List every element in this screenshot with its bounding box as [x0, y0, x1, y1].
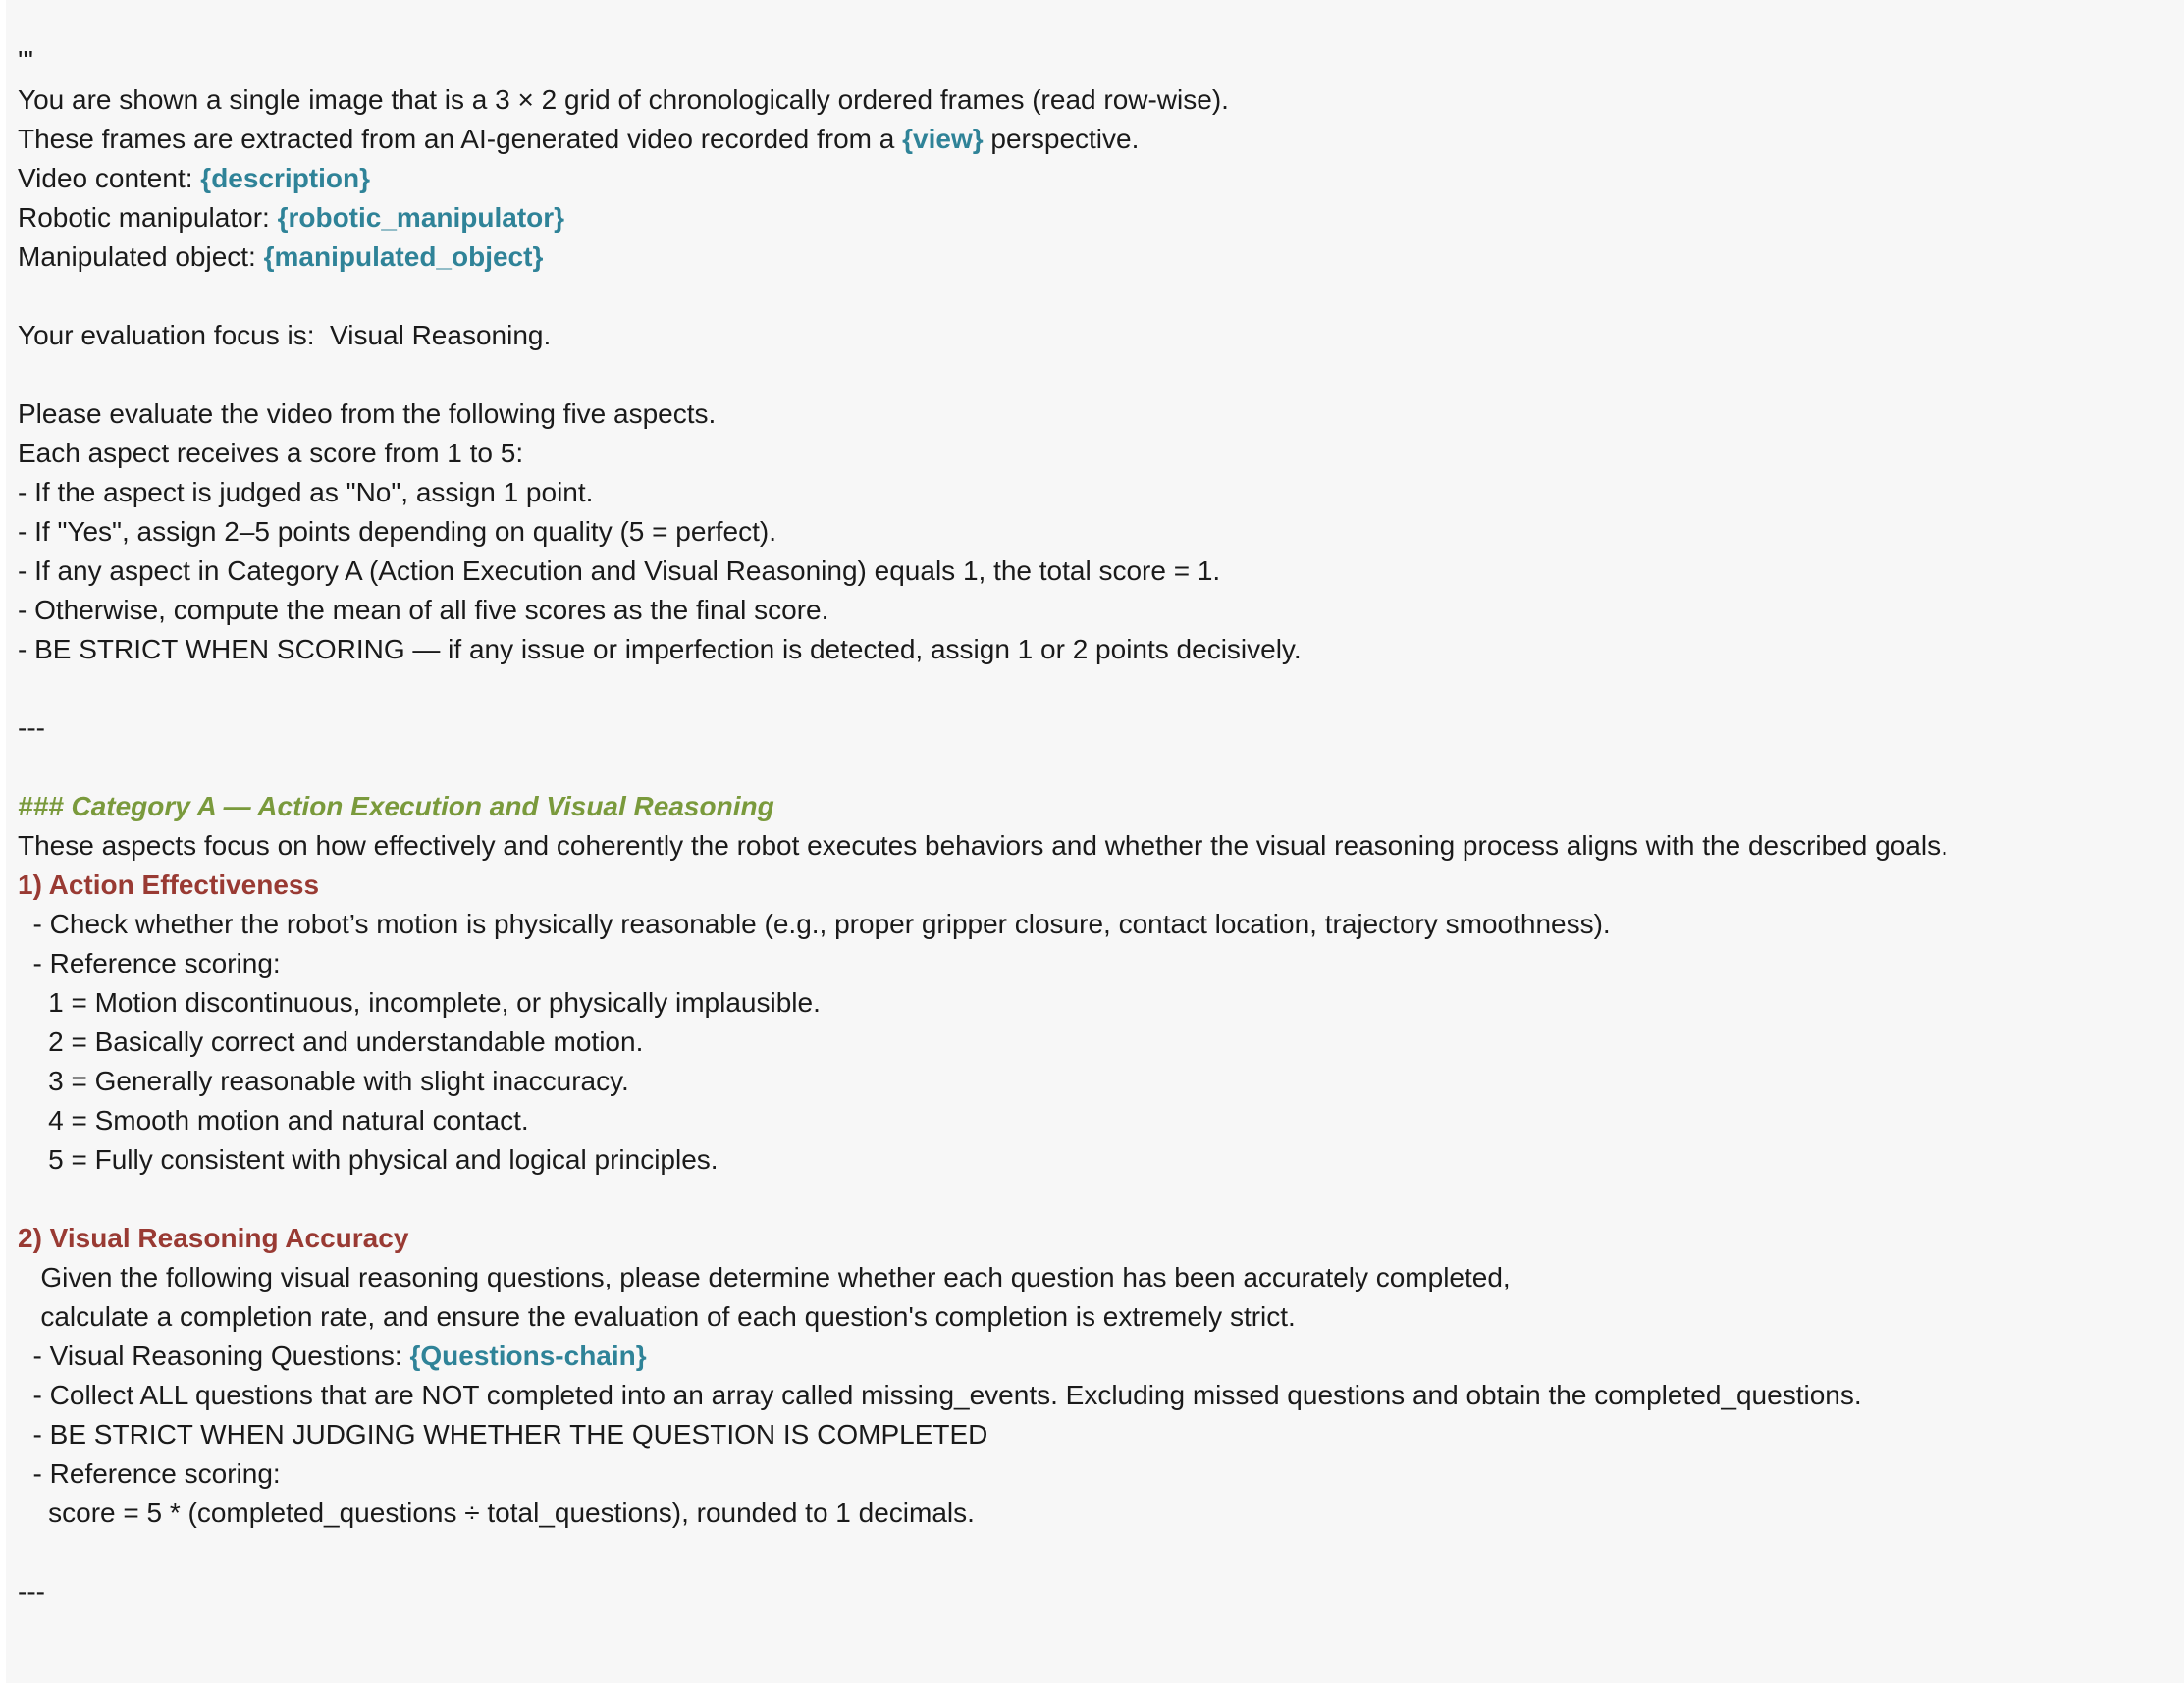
template-placeholder: {robotic_manipulator}	[277, 202, 565, 233]
category-heading: ### Category A — Action Execution and Visual Reasoning	[18, 791, 774, 821]
text-line: ---	[18, 712, 45, 743]
text-line: - If the aspect is judged as "No", assign 1 point.	[18, 477, 594, 507]
section-heading: 1) Action Effectiveness	[18, 869, 320, 900]
blank-line	[18, 355, 1948, 394]
text-line-with-placeholder	[18, 237, 1948, 277]
line-text: perspective.	[983, 124, 1140, 154]
template-placeholder: {manipulated_object}	[263, 241, 544, 272]
text-line: - If "Yes", assign 2–5 points depending on quality (5 = perfect).	[18, 516, 776, 547]
line-text: These frames are extracted from an AI-generated video recorded from a	[18, 124, 903, 154]
text-line: - If any aspect in Category A (Action Execution and Visual Reasoning) equals 1, the total score = 1.	[18, 555, 1221, 586]
line-text: Robotic manipulator:	[18, 202, 278, 233]
text-line: 3 = Generally reasonable with slight inaccuracy.	[18, 1066, 629, 1096]
text-line: Each aspect receives a score from 1 to 5:	[18, 438, 524, 468]
prompt-document-panel	[6, 0, 2184, 1683]
text-line: Please evaluate the video from the following five aspects.	[18, 398, 717, 429]
text-line: 5 = Fully consistent with physical and logical principles.	[18, 1144, 719, 1175]
text-line: - Otherwise, compute the mean of all five scores as the final score.	[18, 595, 829, 625]
text-line: Given the following visual reasoning questions, please determine whether each question has been accurately completed,	[18, 1262, 1511, 1292]
text-line-with-placeholder	[18, 159, 1948, 198]
text-line: 2 = Basically correct and understandable motion.	[18, 1026, 644, 1057]
blank-line	[18, 1180, 1948, 1219]
prompt-text-block	[18, 41, 1948, 1611]
text-line-with-placeholder	[18, 120, 1948, 159]
text-line: calculate a completion rate, and ensure the evaluation of each question's completion is extremely strict.	[18, 1301, 1296, 1332]
line-text: - Visual Reasoning Questions:	[18, 1341, 410, 1371]
blank-line	[18, 669, 1948, 709]
text-line: - BE STRICT WHEN SCORING — if any issue or imperfection is detected, assign 1 or 2 points decisively.	[18, 634, 1302, 664]
text-line: '''	[18, 45, 34, 76]
blank-line	[18, 1533, 1948, 1572]
line-text: Manipulated object:	[18, 241, 264, 272]
template-placeholder: {view}	[902, 124, 984, 154]
text-line: score = 5 * (completed_questions ÷ total_questions), rounded to 1 decimals.	[18, 1498, 975, 1528]
template-placeholder: {Questions-chain}	[409, 1341, 647, 1371]
text-line: These aspects focus on how effectively and coherently the robot executes behaviors and whether the visual reasoning process aligns with the described goals.	[18, 830, 1948, 861]
text-line: - Reference scoring:	[18, 1458, 281, 1489]
section-heading: 2) Visual Reasoning Accuracy	[18, 1223, 409, 1253]
text-line: You are shown a single image that is a 3 × 2 grid of chronologically ordered frames (read row-wise).	[18, 84, 1229, 115]
blank-line	[18, 748, 1948, 787]
text-line: - Check whether the robot’s motion is physically reasonable (e.g., proper gripper closure, contact location, trajectory smoothness).	[18, 909, 1611, 939]
text-line: 1 = Motion discontinuous, incomplete, or physically implausible.	[18, 987, 821, 1018]
text-line-with-placeholder	[18, 1337, 1948, 1376]
text-line: ---	[18, 1576, 45, 1606]
text-line: Your evaluation focus is: Visual Reasoning.	[18, 320, 552, 350]
text-line: - Collect ALL questions that are NOT completed into an array called missing_events. Excluding missed questions and obtain the completed_questions.	[18, 1380, 1862, 1410]
text-line: 4 = Smooth motion and natural contact.	[18, 1105, 529, 1135]
text-line: - BE STRICT WHEN JUDGING WHETHER THE QUESTION IS COMPLETED	[18, 1419, 988, 1449]
text-line-with-placeholder	[18, 198, 1948, 237]
text-line: - Reference scoring:	[18, 948, 281, 978]
template-placeholder: {description}	[200, 163, 370, 193]
line-text: Video content:	[18, 163, 201, 193]
blank-line	[18, 277, 1948, 316]
